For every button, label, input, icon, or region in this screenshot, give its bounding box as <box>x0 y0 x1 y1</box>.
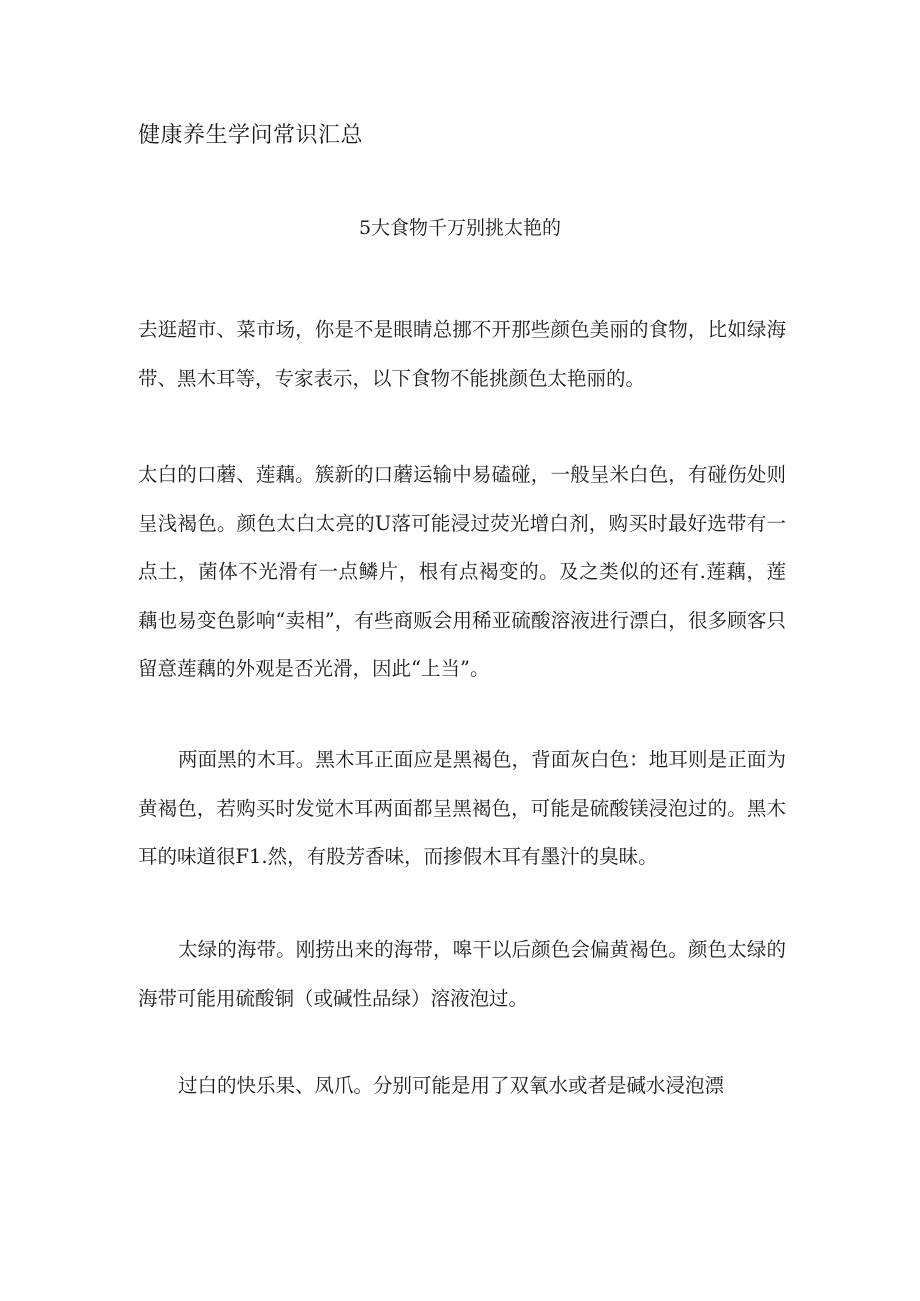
paragraph-mushroom-lotus: 太白的口蘑、莲藕。簇新的口蘑运输中易磕碰，一般呈米白色，有碰伤处则呈浅褐色。颜色太白太亮的U落可能浸过荧光增白剂，购买时最好选带有一点土，菌体不光滑有一点鳞片，根有点褐变的。及之类似的还有.莲藕，莲藕也易变色影响“卖相”，有些商贩会用稀亚硫酸溶液进行漂白，很多顾客只留意莲藕的外观是否光滑，因此“上当”。 <box>138 463 786 680</box>
paragraph-black-fungus: 两面黑的木耳。黑木耳正面应是黑褐色，背面灰白色：地耳则是正面为黄褐色，若购买时发觉木耳两面都呈黑褐色，可能是硫酸镁浸泡过的。黑木耳的味道很F1.然，有股芳香味，而掺假木耳有墨汁的臭昧。 <box>138 748 786 868</box>
paragraph-intro: 去逛超市、菜市场，你是不是眼睛总挪不开那些颜色美丽的食物，比如绿海带、黑木耳等，专家表示，以下食物不能挑颜色太艳丽的。 <box>138 318 786 390</box>
paragraph-nuts-chicken-feet: 过白的快乐果、凤爪。分别可能是用了双氧水或者是碱水浸泡漂 <box>178 1074 725 1097</box>
document-title: 健康养生学问常识汇总 <box>138 123 364 148</box>
article-heading: 5大食物千万别挑太艳的 <box>358 217 562 239</box>
paragraph-kelp: 太绿的海带。刚捞出来的海带，嗥干以后颜色会偏黄褐色。颜色太绿的海带可能用硫酸铜（或碱性品绿）溶液泡过。 <box>138 938 786 1010</box>
